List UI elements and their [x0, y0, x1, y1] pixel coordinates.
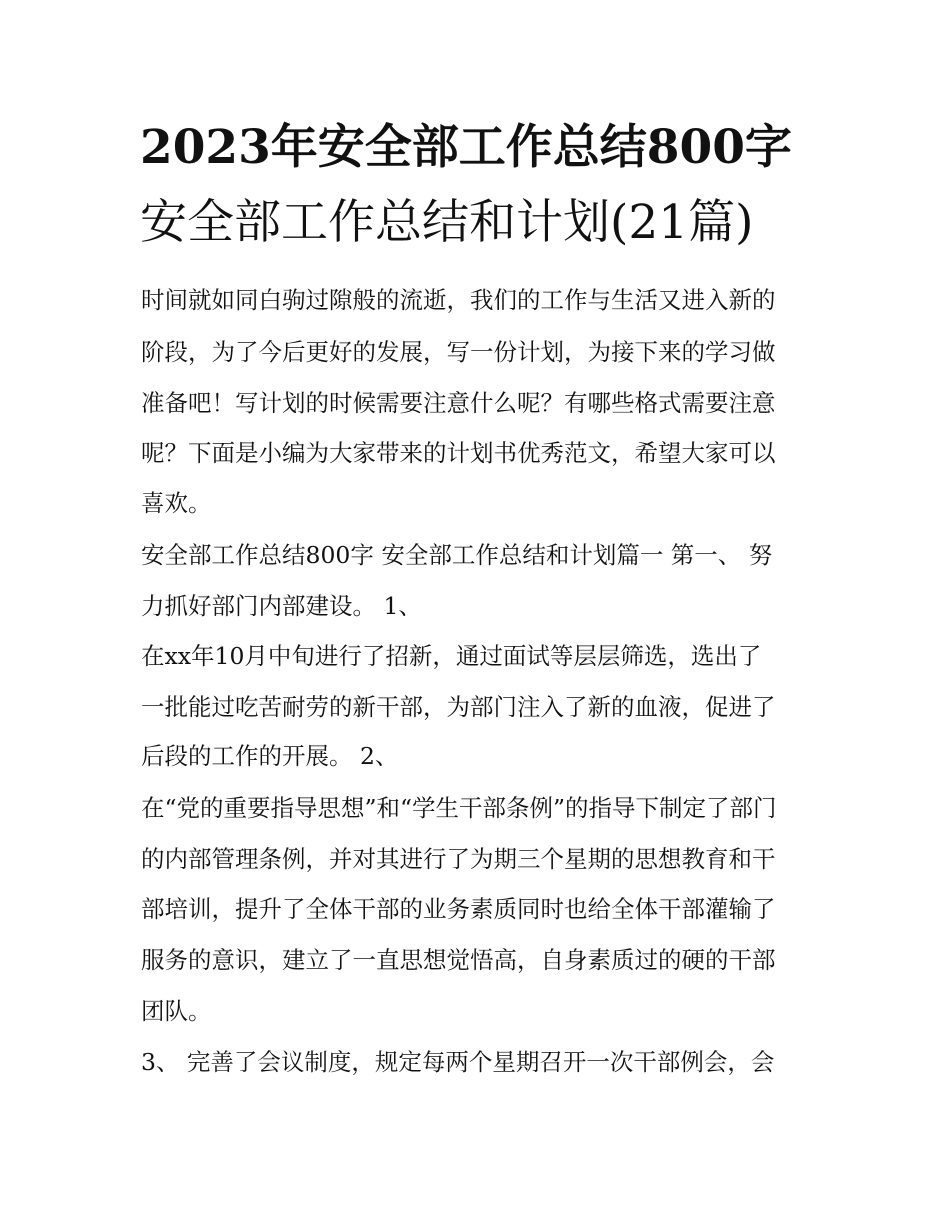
- body-text-line: 阶段，为了今后更好的发展，写一份计划，为接下来的学习做: [141, 338, 776, 366]
- body-text-line: 准备吧！写计划的时候需要注意什么呢？有哪些格式需要注意: [141, 389, 776, 417]
- body-text-line: 的内部管理条例，并对其进行了为期三个星期的思想教育和干: [141, 845, 776, 873]
- body-text-line: 呢？下面是小编为大家带来的计划书优秀范文，希望大家可以: [141, 439, 776, 467]
- body-text-line: 时间就如同白驹过隙般的流逝，我们的工作与生活又进入新的: [141, 286, 776, 314]
- document-title-line2: 安全部工作总结和计划(21篇): [140, 195, 754, 250]
- body-text-line: 3、 完善了会议制度，规定每两个星期召开一次干部例会，会: [141, 1048, 775, 1076]
- body-text-line: 一批能过吃苦耐劳的新干部，为部门注入了新的血液，促进了: [141, 693, 776, 721]
- body-text-line: 喜欢。: [141, 489, 212, 517]
- body-text-line: 在“党的重要指导思想”和“学生干部条例”的指导下制定了部门: [141, 794, 777, 822]
- body-text-line: 后段的工作的开展。 2、: [141, 742, 399, 770]
- body-text-line: 安全部工作总结800字 安全部工作总结和计划篇一 第一、 努: [141, 541, 773, 569]
- document-title-line1: 2023年安全部工作总结800字: [140, 120, 792, 175]
- body-text-line: 力抓好部门内部建设。 1、: [141, 592, 422, 620]
- body-text-line: 服务的意识，建立了一直思想觉悟高，自身素质过的硬的干部: [141, 946, 776, 974]
- body-text-line: 团队。: [141, 997, 212, 1025]
- body-text-line: 部培训，提升了全体干部的业务素质同时也给全体干部灌输了: [141, 895, 776, 923]
- body-text-line: 在xx年10月中旬进行了招新，通过面试等层层筛选，选出了: [141, 642, 762, 670]
